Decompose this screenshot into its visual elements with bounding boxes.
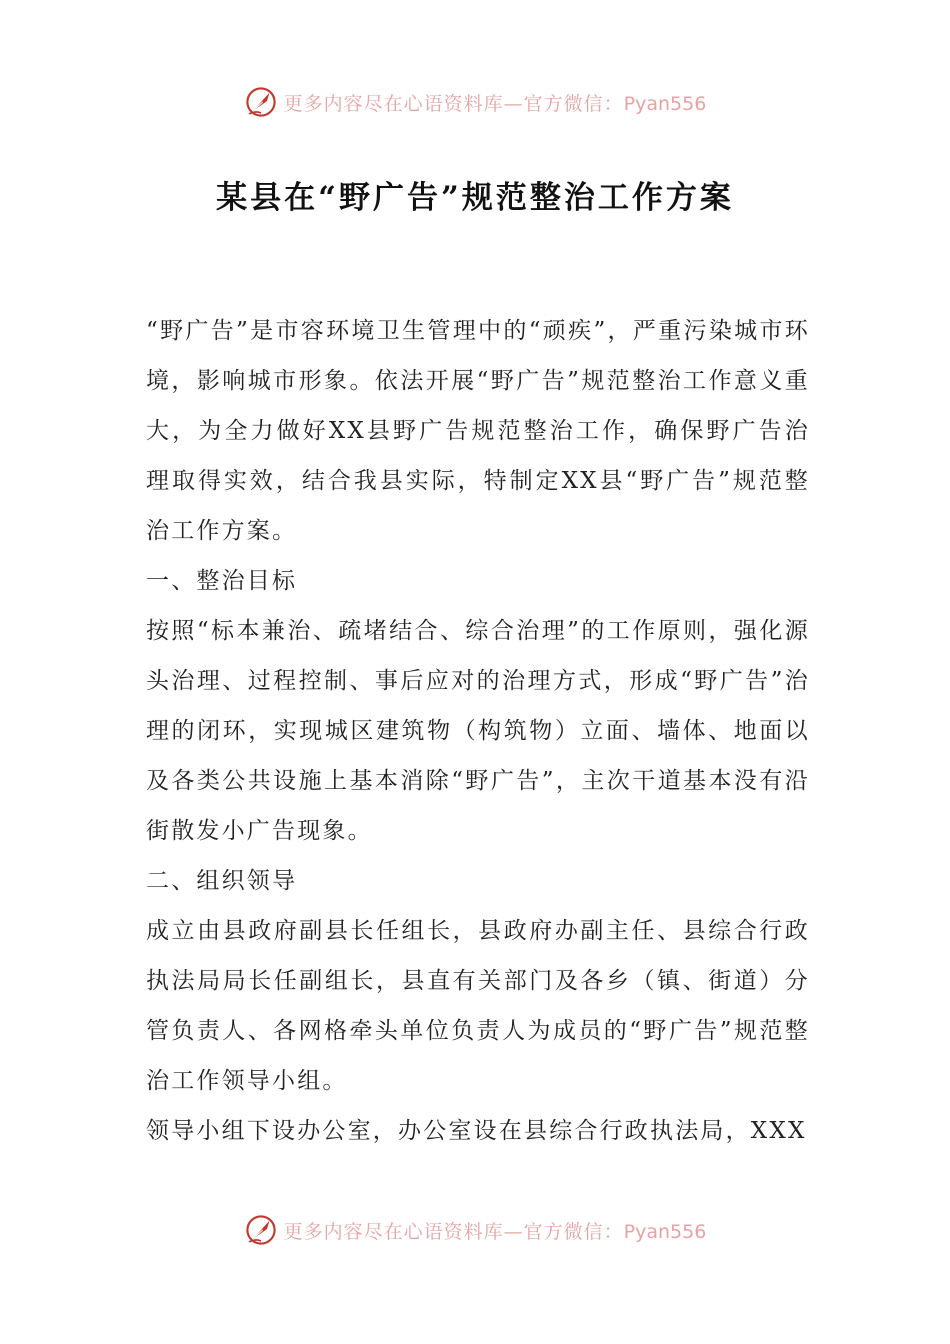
header-banner	[0, 82, 950, 122]
footer-banner	[0, 1210, 950, 1250]
banner-text: 更多内容尽在心语资料库—官方微信：	[283, 92, 624, 115]
banner-wechat-id: Pyan556	[623, 1220, 707, 1243]
paragraph-office: 领导小组下设办公室，办公室设在县综合行政执法局，XXX	[146, 1118, 807, 1144]
quill-logo-icon	[244, 1213, 278, 1247]
document-body	[146, 306, 810, 1156]
document-title: 某县在“野广告”规范整治工作方案	[216, 180, 734, 216]
paragraph-goals: 按照“标本兼治、疏堵结合、综合治理”的工作原则，强化源头治理、过程控制、事后应对的治理方式，形成“野广告”治理的闭环，实现城区建筑物（构筑物）立面、墙体、地面以及各类公共设施上基本消除“野广告”，主次干道基本没有沿街散发小广告现象。	[146, 618, 810, 844]
paragraph-leadership: 成立由县政府副县长任组长，县政府办副主任、县综合行政执法局局长任副组长，县直有关部门及各乡（镇、街道）分管负责人、各网格牵头单位负责人为成员的“野广告”规范整治工作领导小组。	[146, 918, 810, 1094]
banner-text: 更多内容尽在心语资料库—官方微信：	[283, 1220, 624, 1243]
quill-logo-icon	[244, 85, 278, 119]
banner-wechat-id: Pyan556	[623, 92, 707, 115]
section-heading-leadership: 二、组织领导	[146, 868, 298, 894]
paragraph-intro: “野广告”是市容环境卫生管理中的“顽疾”，严重污染城市环境，影响城市形象。依法开展“野广告”规范整治工作意义重大，为全力做好XX县野广告规范整治工作，确保野广告治理取得实效，结合我县实际，特制定XX县“野广告”规范整治工作方案。	[146, 318, 810, 544]
section-heading-goals: 一、整治目标	[146, 568, 298, 594]
